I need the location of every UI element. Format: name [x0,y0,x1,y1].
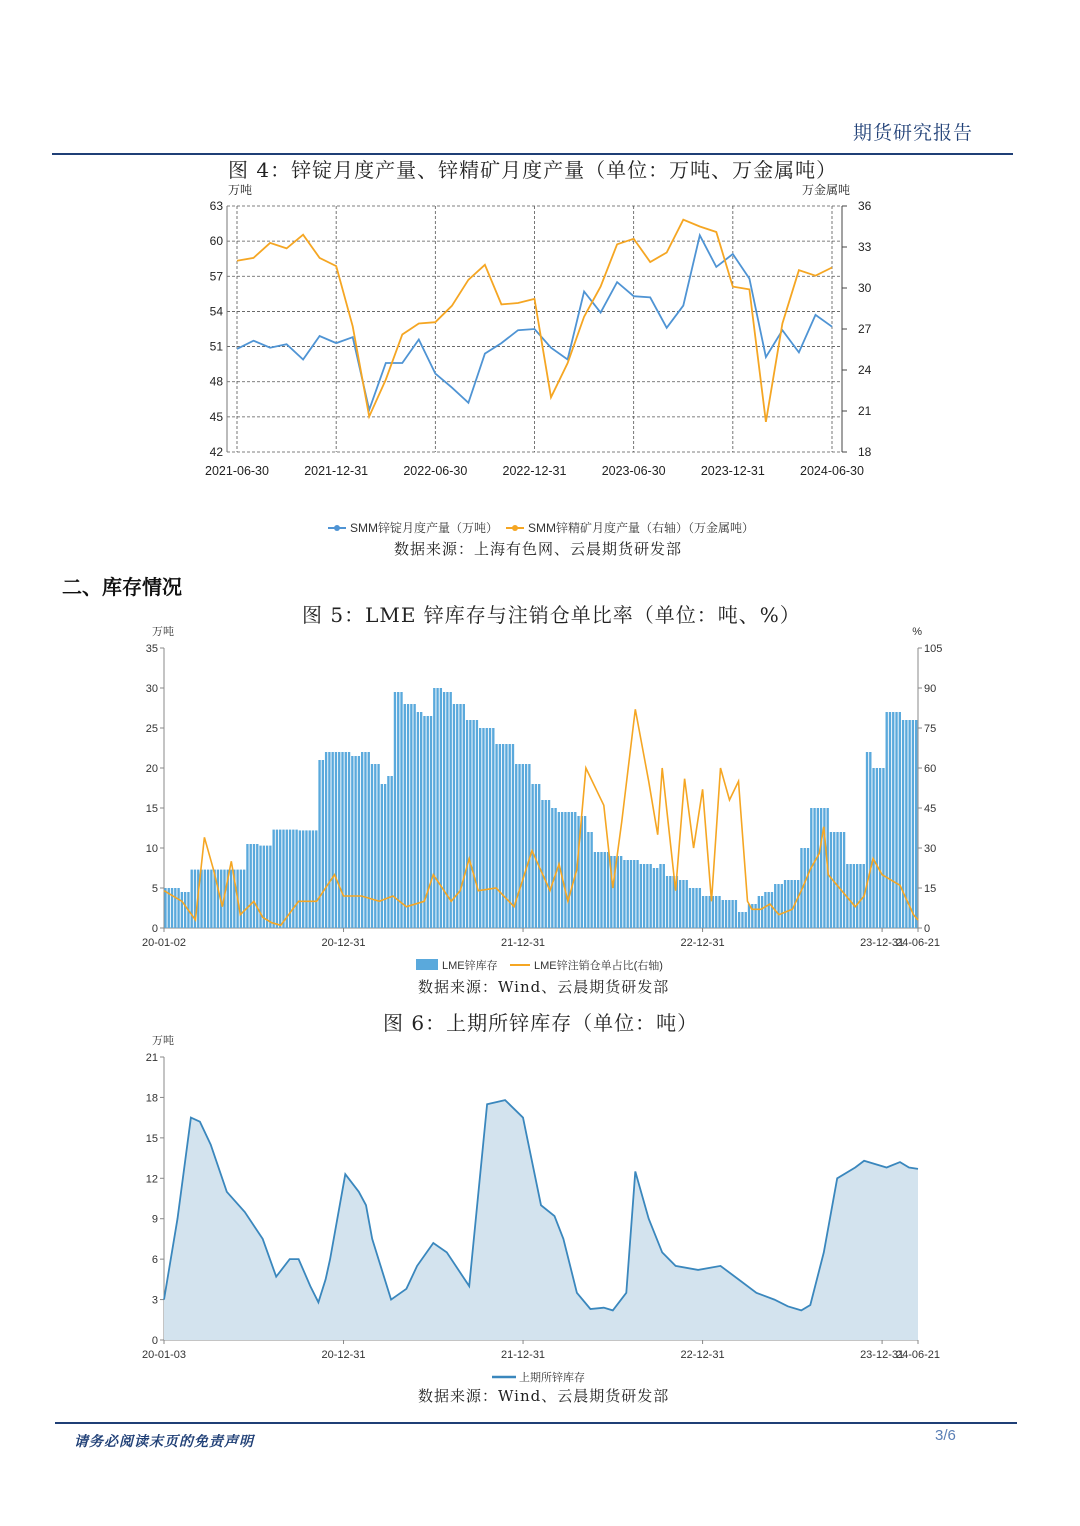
inventory-bar [879,768,881,928]
inventory-bar [286,830,288,928]
inventory-bar [184,892,186,928]
inventory-bar [581,816,583,928]
inventory-bar [761,896,763,928]
legend-label: 上期所锌库存 [519,1372,585,1384]
inventory-bar [627,860,629,928]
inventory-bar [531,784,533,928]
section-heading: 二、库存情况 [62,575,182,599]
inventory-bar [263,846,265,928]
inventory-bar [708,896,710,928]
inventory-bar [207,870,209,928]
inventory-bar [630,860,632,928]
x-tick-label: 24-06-21 [895,937,941,949]
inventory-bar [479,728,481,928]
inventory-bar [640,864,642,928]
inventory-bar [171,888,173,928]
left-tick-label: 63 [209,199,223,213]
inventory-bar [466,720,468,928]
inventory-bar [764,892,766,928]
legend-label-1: SMM锌锭月度产量（万吨） [350,521,498,535]
inventory-bar [741,912,743,928]
inventory-bar [174,888,176,928]
right-axis-unit: 万金属吨 [801,183,850,197]
right-tick-label: 30 [924,843,937,855]
inventory-bar [482,728,484,928]
inventory-bar [836,832,838,928]
inventory-bar [371,764,373,928]
right-tick-label: 21 [858,404,872,418]
inventory-bar [853,864,855,928]
figure4-source: 数据来源：上海有色网、云晨期货研发部 [394,540,683,558]
inventory-bar [538,784,540,928]
inventory-bar [377,764,379,928]
inventory-bar [754,904,756,928]
inventory-bar [302,830,304,928]
inventory-bar [843,832,845,928]
figure5-chart [130,622,960,974]
inventory-bar [440,688,442,928]
inventory-bar [899,712,901,928]
y-tick-label: 3 [151,1294,158,1307]
inventory-bar [758,896,760,928]
left-tick-label: 15 [145,803,158,815]
inventory-bar [328,752,330,928]
x-tick-label: 2023-06-30 [601,464,666,478]
inventory-bar [345,752,347,928]
inventory-bar [282,830,284,928]
inventory-bar [400,692,402,928]
left-tick-label: 10 [145,843,158,855]
inventory-bar [256,844,258,928]
inventory-bar [912,720,914,928]
left-tick-label: 60 [209,234,223,249]
right-tick-label: 36 [858,199,872,213]
inventory-bar [768,892,770,928]
inventory-bar [915,720,917,928]
inventory-bar [253,844,255,928]
inventory-bar [318,760,320,928]
y-tick-label: 0 [151,1335,158,1347]
legend-label-2: SMM锌精矿月度产量（右轴）（万金属吨） [528,521,754,535]
inventory-bar [522,764,524,928]
inventory-bar [692,888,694,928]
left-axis-unit: 万吨 [152,626,174,638]
right-tick-label: 24 [858,363,872,377]
inventory-bar [430,716,432,928]
inventory-bar [450,692,452,928]
footer-divider [55,1422,1017,1424]
inventory-bar [427,716,429,928]
inventory-bar [181,892,183,928]
inventory-bar [666,876,668,928]
inventory-bar [335,752,337,928]
inventory-bar [643,864,645,928]
inventory-bar [656,868,658,928]
right-tick-label: 75 [924,723,937,735]
inventory-bar [728,900,730,928]
left-tick-label: 30 [145,683,158,695]
inventory-bar [620,856,622,928]
figure6-chart [130,1030,960,1387]
inventory-bar [735,900,737,928]
inventory-bar [748,904,750,928]
inventory-bar [459,704,461,928]
inventory-bar [387,776,389,928]
inventory-bar [528,764,530,928]
inventory-bar [597,852,599,928]
legend-label-2: LME锌注销仓单占比(右轴) [534,960,663,972]
inventory-bar [876,768,878,928]
figure6-source: 数据来源：Wind、云晨期货研发部 [418,1387,670,1405]
inventory-bar [410,704,412,928]
inventory-bar [518,764,520,928]
x-tick-label: 20-01-02 [141,937,187,949]
inventory-bar [191,870,193,928]
x-tick-label: 2022-06-30 [403,464,468,478]
inventory-bar [305,830,307,928]
inventory-bar [341,752,343,928]
inventory-bar [407,704,409,928]
inventory-bar [600,852,602,928]
inventory-bar [882,768,884,928]
inventory-bar [797,880,799,928]
x-tick-label: 23-12-31 [860,1349,905,1361]
inventory-bar [331,752,333,928]
inventory-bar [571,812,573,928]
left-tick-label: 54 [209,304,223,319]
left-axis-unit: 万吨 [228,183,253,197]
inventory-bar [718,896,720,928]
right-tick-label: 90 [924,683,937,695]
inventory-bar [892,712,894,928]
inventory-bar [590,832,592,928]
figure4-chart [190,178,890,548]
inventory-bar [745,912,747,928]
inventory-bar [463,704,465,928]
right-axis-unit: % [912,626,922,638]
inventory-bar [804,848,806,928]
inventory-bar [292,830,294,928]
figure6-title: 图 6：上期所锌库存（单位：吨） [383,1011,699,1035]
inventory-bar [250,844,252,928]
inventory-bar [738,912,740,928]
inventory-bar [368,752,370,928]
inventory-bar [309,830,311,928]
inventory-bar [895,712,897,928]
inventory-bar [653,868,655,928]
inventory-bar [246,844,248,928]
inventory-bar [354,756,356,928]
inventory-bar [807,848,809,928]
inventory-bar [663,864,665,928]
inventory-bar [771,892,773,928]
inventory-bar [902,720,904,928]
x-tick-label: 21-12-31 [501,937,546,949]
inventory-bar [230,870,232,928]
legend-marker-2 [512,525,518,531]
inventory-bar [731,900,733,928]
x-tick-label: 22-12-31 [680,937,725,949]
left-tick-label: 45 [209,409,223,424]
x-tick-label: 22-12-31 [680,1349,725,1361]
inventory-bar [584,816,586,928]
inventory-bar [322,760,324,928]
figure5-title: 图 5：LME 锌库存与注销仓单比率（单位：吨、%） [302,603,801,627]
inventory-bar [384,784,386,928]
inventory-bar [784,880,786,928]
inventory-bar [889,712,891,928]
right-tick-label: 60 [924,763,937,775]
inventory-bar [436,688,438,928]
inventory-bar [453,704,455,928]
inventory-bar [417,712,419,928]
inventory-bar [604,852,606,928]
inventory-bar [607,852,609,928]
inventory-bar [886,712,888,928]
inventory-bar [489,728,491,928]
left-tick-label: 57 [209,269,223,284]
figure5-source: 数据来源：Wind、云晨期货研发部 [418,978,670,996]
inventory-bar [495,744,497,928]
inventory-bar [348,752,350,928]
axis-unit: 万吨 [152,1035,174,1047]
right-tick-label: 105 [924,643,943,655]
inventory-bar [446,692,448,928]
inventory-bar [669,876,671,928]
inventory-bar [541,800,543,928]
x-tick-label: 2021-12-31 [304,464,369,478]
inventory-bar [361,752,363,928]
inventory-bar [272,830,274,928]
right-tick-label: 33 [858,240,872,254]
inventory-bar [551,808,553,928]
right-tick-label: 18 [858,445,872,459]
y-tick-label: 18 [145,1092,158,1105]
inventory-bar [276,830,278,928]
y-tick-label: 15 [145,1132,158,1145]
inventory-bar [774,884,776,928]
inventory-bar [499,744,501,928]
left-tick-label: 51 [209,339,223,354]
legend-label-1: LME锌库存 [442,960,498,972]
page-number: 3/6 [935,1427,956,1444]
inventory-bar [476,720,478,928]
x-tick-label: 2021-06-30 [205,464,269,478]
inventory-bar [787,880,789,928]
inventory-bar [849,864,851,928]
y-tick-label: 12 [145,1173,158,1186]
inventory-bar [164,888,166,928]
inventory-bar [686,880,688,928]
left-tick-label: 0 [151,923,158,935]
inventory-bar [266,846,268,928]
inventory-bar [617,856,619,928]
inventory-bar [722,900,724,928]
inventory-bar [243,870,245,928]
inventory-bar [404,704,406,928]
inventory-bar [269,846,271,928]
inventory-bar [636,860,638,928]
inventory-bar [391,776,393,928]
inventory-bar [859,864,861,928]
inventory-bar [312,830,314,928]
figure4-title: 图 4：锌锭月度产量、锌精矿月度产量（单位：万吨、万金属吨） [228,158,838,182]
inventory-bar [817,808,819,928]
inventory-bar [908,720,910,928]
y-tick-label: 9 [151,1213,158,1226]
inventory-bar [204,870,206,928]
footer-disclaimer: 请务必阅读末页的免责声明 [74,1434,254,1450]
x-tick-label: 24-06-21 [895,1349,941,1361]
inventory-bar [358,756,360,928]
inventory-bar [568,812,570,928]
inventory-bar [695,888,697,928]
inventory-bar [374,764,376,928]
left-tick-label: 42 [209,445,223,459]
y-tick-label: 6 [151,1254,158,1267]
inventory-bar [679,880,681,928]
inventory-bar [502,744,504,928]
right-tick-label: 45 [924,803,937,815]
inventory-bar [705,896,707,928]
inventory-bar [702,896,704,928]
inventory-bar [869,752,871,928]
left-tick-label: 20 [145,763,158,775]
inventory-bar [420,712,422,928]
inventory-bar [394,692,396,928]
inventory-bar [646,864,648,928]
inventory-bar [633,860,635,928]
x-tick-label: 2022-12-31 [502,464,567,478]
x-tick-label: 20-01-03 [141,1349,187,1361]
inventory-bar [699,888,701,928]
legend-marker-1 [334,525,340,531]
y-tick-label: 21 [145,1052,158,1064]
inventory-bar [866,752,868,928]
inventory-bar [623,860,625,928]
inventory-bar [649,864,651,928]
inventory-bar [240,870,242,928]
inventory-bar [820,808,822,928]
inventory-bar [279,830,281,928]
inventory-bar [813,808,815,928]
left-tick-label: 5 [151,883,158,895]
inventory-bar [397,692,399,928]
inventory-bar [790,880,792,928]
inventory-bar [545,800,547,928]
inventory-bar [594,852,596,928]
inventory-bar [364,752,366,928]
inventory-bar [492,728,494,928]
inventory-bar [872,768,874,928]
inventory-bar [512,744,514,928]
inventory-bar [381,784,383,928]
inventory-bar [351,756,353,928]
inventory-bar [325,752,327,928]
inventory-bar [299,830,301,928]
inventory-bar [217,870,219,928]
x-tick-label: 2023-12-31 [700,464,765,478]
report-header-title: 期货研究报告 [852,122,973,144]
inventory-bar [564,812,566,928]
x-tick-label: 20-12-31 [321,937,366,949]
inventory-bar [295,830,297,928]
inventory-bar [554,808,556,928]
inventory-bar [856,864,858,928]
inventory-bar [777,884,779,928]
inventory-bar [725,900,727,928]
x-tick-label: 23-12-31 [860,937,905,949]
left-tick-label: 48 [209,374,223,389]
left-tick-label: 25 [145,723,158,735]
legend-swatch-1 [416,959,438,970]
inventory-bar [548,800,550,928]
inventory-bar [210,870,212,928]
right-tick-label: 15 [924,883,937,895]
right-tick-label: 30 [858,281,872,295]
inventory-bar [682,880,684,928]
inventory-bar [781,884,783,928]
inventory-bar [561,812,563,928]
inventory-bar [315,830,317,928]
inventory-bar [338,752,340,928]
x-tick-label: 21-12-31 [501,1349,546,1361]
x-tick-label: 2024-06-30 [800,464,864,478]
right-tick-label: 0 [924,923,931,935]
inventory-bar [486,728,488,928]
inventory-area [164,1100,918,1340]
inventory-bar [823,808,825,928]
right-tick-label: 27 [858,322,872,336]
inventory-bar [472,720,474,928]
inventory-bar [840,832,842,928]
inventory-bar [587,832,589,928]
inventory-bar [413,704,415,928]
left-tick-label: 35 [145,643,158,655]
x-tick-label: 20-12-31 [321,1349,366,1361]
inventory-bar [659,864,661,928]
inventory-bar [525,764,527,928]
inventory-bar [433,688,435,928]
inventory-bar [715,896,717,928]
inventory-bar [689,888,691,928]
inventory-bar [177,888,179,928]
inventory-bar [469,720,471,928]
